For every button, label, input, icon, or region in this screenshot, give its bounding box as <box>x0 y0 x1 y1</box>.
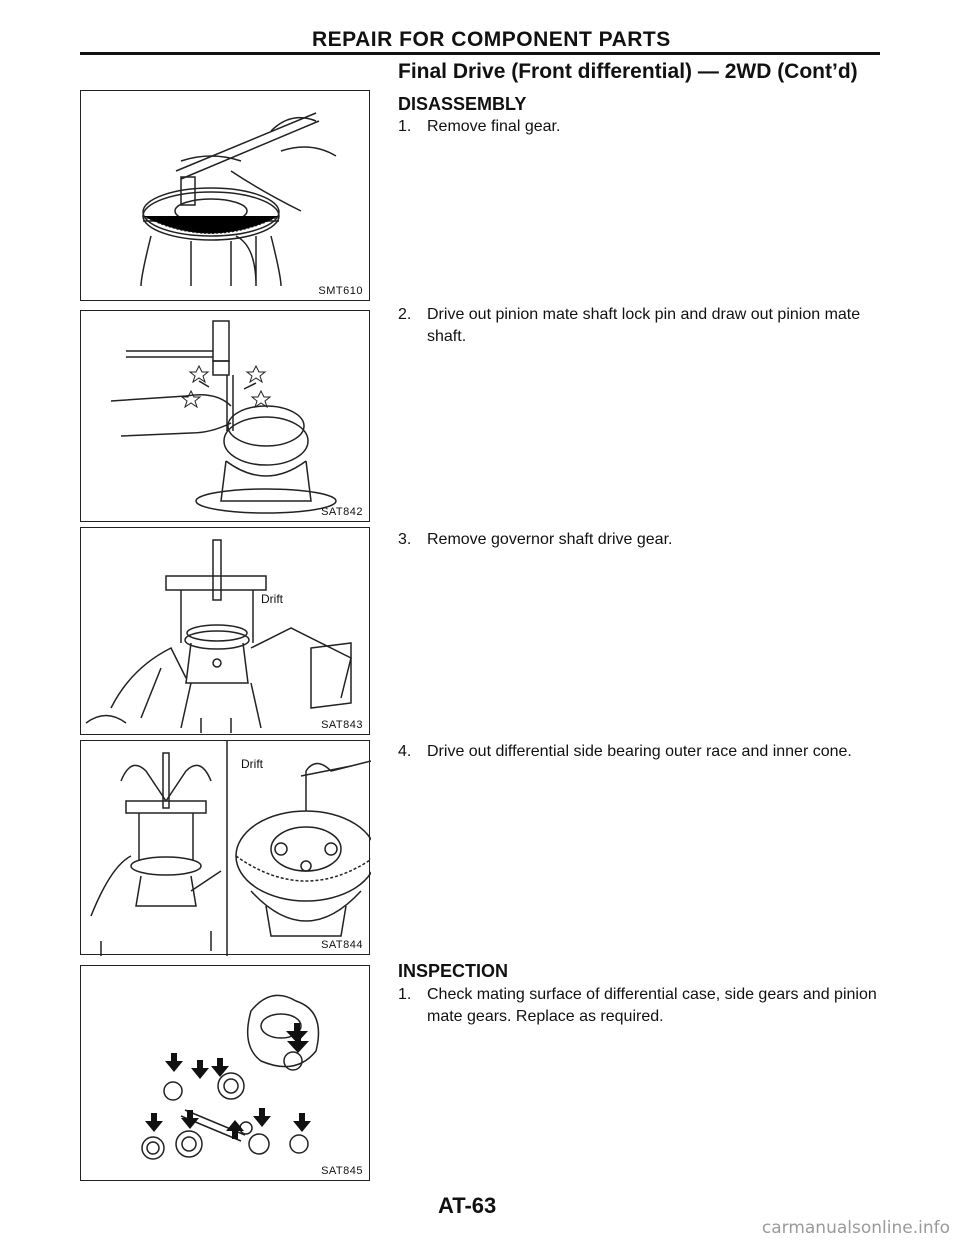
step-number: 1. <box>398 986 412 1003</box>
drift-callout: Drift <box>261 592 283 606</box>
figure-code: SMT610 <box>318 285 363 297</box>
inspection-step-1 <box>398 984 886 1028</box>
governor-gear-illustration <box>81 528 371 736</box>
step-number: 1. <box>398 118 412 135</box>
figure-sat843 <box>80 527 370 735</box>
figure-code: SAT845 <box>321 1165 363 1177</box>
final-gear-illustration <box>81 91 371 302</box>
step-number: 3. <box>398 531 412 548</box>
figure-code: SAT843 <box>321 719 363 731</box>
figure-smt610 <box>80 90 370 301</box>
drift-callout: Drift <box>241 757 263 771</box>
step-text: Drive out pinion mate shaft lock pin and draw out pinion mate shaft. <box>427 306 861 345</box>
side-bearing-illustration <box>81 741 371 956</box>
figure-code: SAT842 <box>321 506 363 518</box>
watermark-text: carmanualsonline.info <box>761 1218 950 1238</box>
page-number: AT-63 <box>438 1193 497 1218</box>
step-text: Drive out differential side bearing outer race and inner cone. <box>427 743 852 760</box>
inspection-heading: INSPECTION <box>398 961 509 981</box>
page-header-title: REPAIR FOR COMPONENT PARTS <box>312 28 671 51</box>
header-rule <box>80 52 880 55</box>
step-text: Remove governor shaft drive gear. <box>427 531 673 548</box>
disassembly-step-3 <box>398 529 886 551</box>
exploded-gears-illustration <box>81 966 371 1182</box>
figure-sat845 <box>80 965 370 1181</box>
section-title: Final Drive (Front differential) — 2WD (Cont’d) <box>398 60 858 83</box>
step-number: 2. <box>398 306 412 323</box>
figure-code: SAT844 <box>321 939 363 951</box>
pinion-shaft-illustration <box>81 311 371 523</box>
figure-sat844 <box>80 740 370 955</box>
disassembly-step-4 <box>398 741 886 763</box>
disassembly-step-1 <box>398 116 886 138</box>
disassembly-step-2 <box>398 304 886 348</box>
figure-sat842 <box>80 310 370 522</box>
step-text: Remove final gear. <box>427 118 561 135</box>
step-number: 4. <box>398 743 412 760</box>
disassembly-heading: DISASSEMBLY <box>398 94 527 114</box>
step-text: Check mating surface of differential case, side gears and pinion mate gears. Replace as required. <box>427 986 877 1025</box>
